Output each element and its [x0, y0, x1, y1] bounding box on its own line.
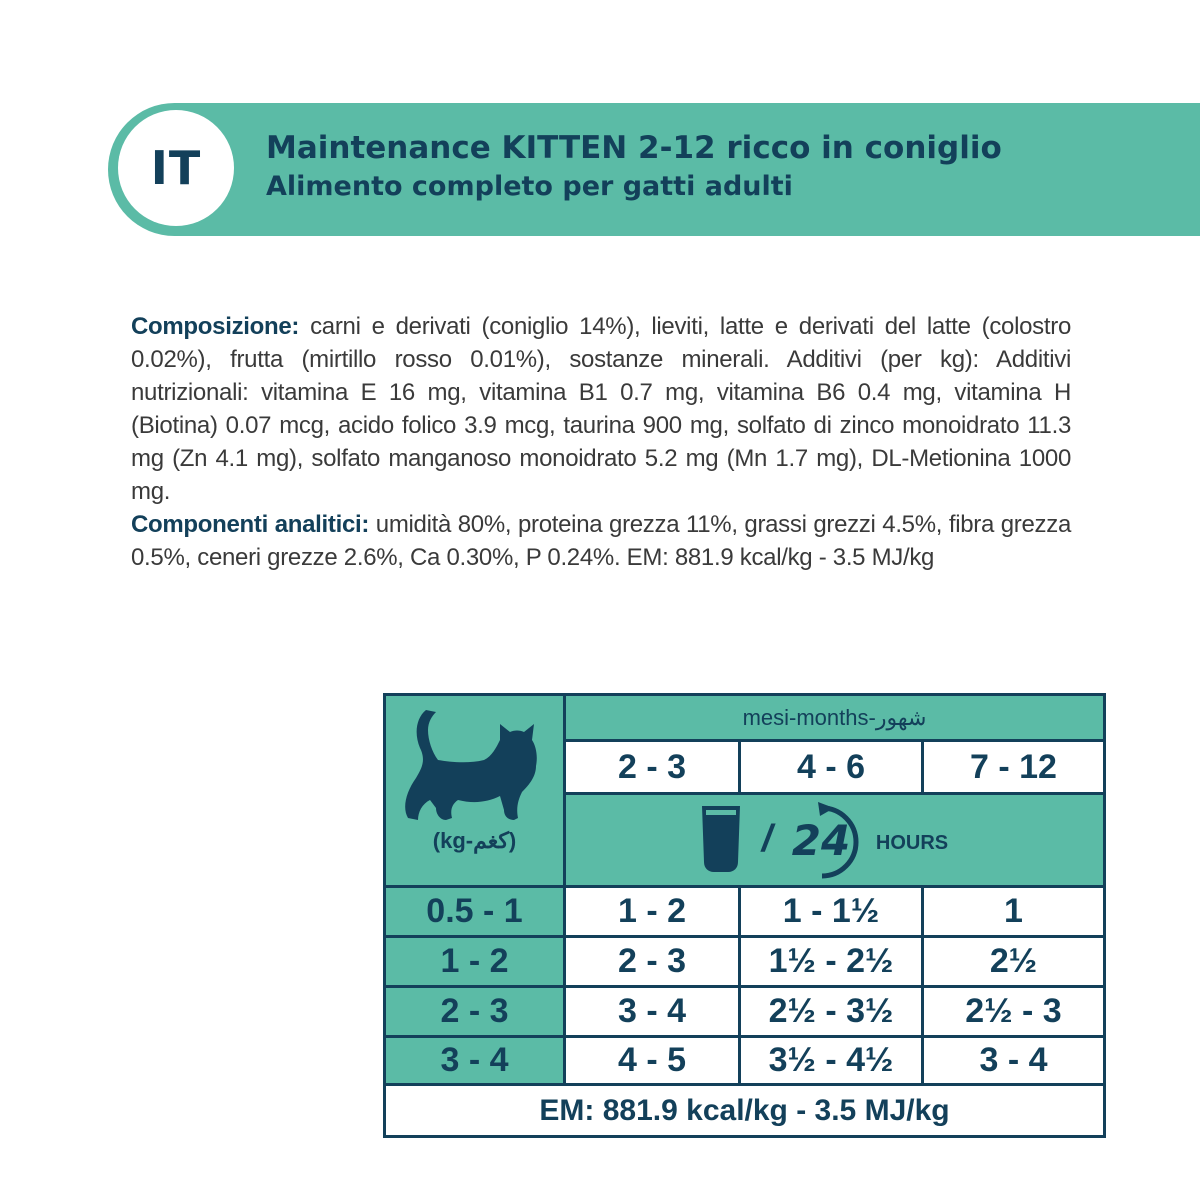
composition-label: Composizione: [131, 313, 300, 340]
product-name: Maintenance KITTEN 2-12 ricco in coniglio [266, 130, 1002, 166]
weight-row-1: 0.5 - 1 [386, 888, 563, 935]
grid-line [563, 792, 1103, 795]
portion-r4-c2: 3½ - 4½ [768, 1041, 894, 1079]
grid-line [386, 985, 1103, 988]
weight-row-3: 2 - 3 [386, 988, 563, 1035]
portion-r2-c1: 2 - 3 [617, 942, 687, 980]
months-header: mesi-months-شهور [566, 696, 1103, 739]
grid-line [738, 739, 741, 795]
weight-row-2: 1 - 2 [386, 938, 563, 985]
energy-footer: EM: 881.9 kcal/kg - 3.5 MJ/kg [539, 1093, 950, 1127]
grid-line [386, 885, 1103, 888]
analytics-text: umidità 80%, proteina grezza 11%, grassi grezzi 4.5%, fibra grezza 0.5%, ceneri grezze 2.6%, Ca 0.30%, P 0.24%. EM: 881.9 kcal/kg - 3.5 MJ/kg [131, 511, 1071, 571]
portion-r1-c3: 1 [1004, 892, 1023, 930]
grid-line [563, 696, 566, 1086]
weight-row-4: 3 - 4 [386, 1038, 563, 1083]
weight-unit-label: (kg-كغم) [432, 828, 517, 853]
portion-r3-c3: 2½ - 3 [965, 992, 1062, 1030]
portion-r4-c1: 4 - 5 [617, 1041, 687, 1079]
portion-r2-c2: 1½ - 2½ [768, 942, 894, 980]
hours-number: 24 [791, 815, 851, 865]
language-code: IT [150, 141, 202, 195]
composition-paragraph [131, 310, 1071, 508]
product-subtitle: Alimento completo per gatti adulti [266, 171, 793, 202]
age-column-2: 4 - 6 [796, 747, 866, 786]
kitten-icon [396, 704, 546, 826]
product-title [266, 127, 1002, 205]
portion-r3-c2: 2½ - 3½ [768, 992, 894, 1030]
per-separator: / [761, 817, 773, 860]
analytics-paragraph [131, 508, 1071, 574]
grid-line [921, 739, 924, 795]
portion-r1-c2: 1 - 1½ [782, 892, 880, 930]
feeding-table [383, 693, 1106, 1138]
portion-r2-c3: 2½ [989, 942, 1038, 980]
language-badge [118, 110, 234, 226]
age-column-1: 2 - 3 [617, 747, 687, 786]
grid-line [386, 935, 1103, 938]
grid-line [386, 1035, 1103, 1038]
analytics-label: Componenti analitici: [131, 511, 370, 538]
portion-r4-c3: 3 - 4 [979, 1041, 1048, 1079]
composition-section [131, 310, 1071, 574]
grid-line [386, 1083, 1103, 1086]
portion-r3-c1: 3 - 4 [617, 992, 687, 1030]
grid-line [563, 739, 1103, 742]
age-column-3: 7 - 12 [970, 747, 1057, 786]
composition-text: carni e derivati (coniglio 14%), lieviti, latte e derivati del latte (colostro 0.02%), frutta (mirtillo rosso 0.01%), sostanze minerali. Additivi (per kg): Additivi nutrizionali: vitamina E 16 mg, vitamina B1 0.7 mg, vitamina B6 0.4 mg, vitamina H (Biotina) 0.07 mcg, acido folico 3.9 mcg, taurina 900 mg, solfato di zinco monoidrato 11.3 mg (Zn 4.1 mg), solfato manganoso monoidrato 5.2 mg (Mn 1.7 mg), DL-Metionina 1000 mg. [131, 313, 1071, 505]
hours-label: HOURS [875, 831, 949, 854]
pouch-icon [698, 800, 744, 874]
portion-r1-c1: 1 - 2 [617, 892, 687, 930]
